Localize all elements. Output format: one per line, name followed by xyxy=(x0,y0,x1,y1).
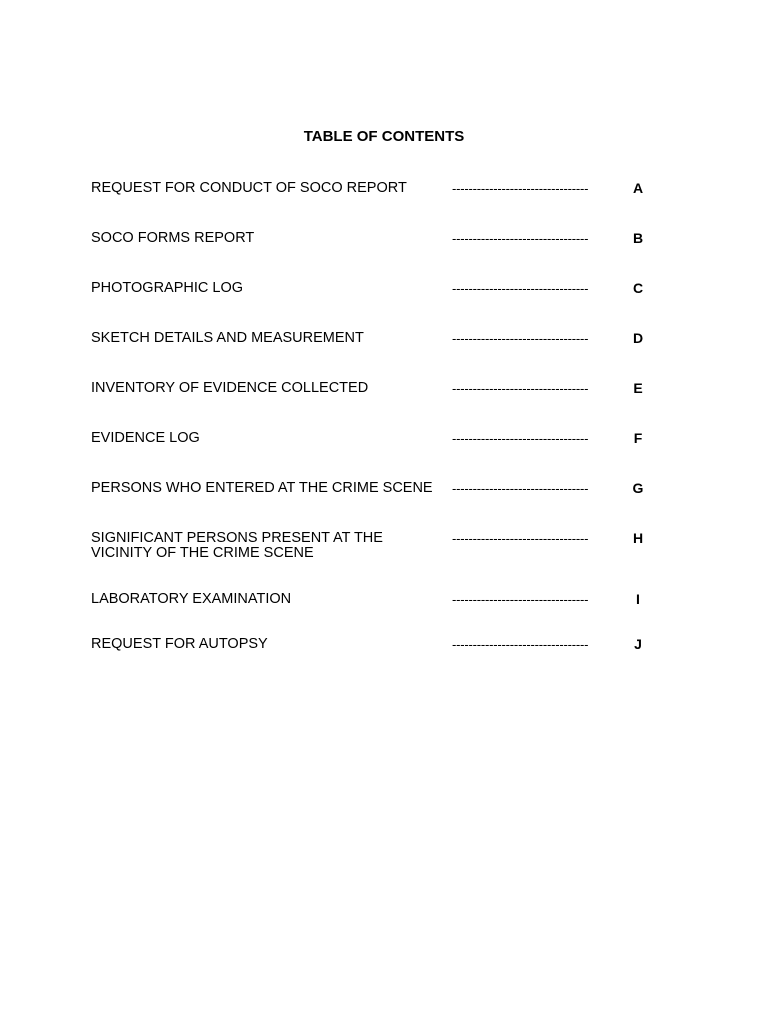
toc-leader-dots: --------------------------------- xyxy=(452,481,589,496)
toc-leader-dots: --------------------------------- xyxy=(452,231,589,246)
toc-entry-e xyxy=(91,381,661,415)
toc-entry-letter: F xyxy=(633,430,643,446)
toc-leader-dots: --------------------------------- xyxy=(452,431,589,446)
toc-entry-label: LABORATORY EXAMINATION xyxy=(91,591,292,607)
toc-leader-dots: --------------------------------- xyxy=(452,381,589,396)
toc-entry-letter: J xyxy=(634,636,642,652)
toc-entry-h xyxy=(91,531,661,565)
toc-entry-label: EVIDENCE LOG xyxy=(91,430,200,446)
toc-entry-letter: D xyxy=(632,330,644,346)
toc-entry-j xyxy=(91,637,661,671)
toc-entry-label: PHOTOGRAPHIC LOG xyxy=(91,280,244,296)
toc-entry-label: REQUEST FOR CONDUCT OF SOCO REPORT xyxy=(91,180,407,196)
page-title: TABLE OF CONTENTS xyxy=(303,128,465,145)
toc-leader-dots: --------------------------------- xyxy=(452,181,589,196)
toc-entry-label: REQUEST FOR AUTOPSY xyxy=(91,636,268,652)
toc-entry-letter: E xyxy=(633,380,643,396)
toc-leader-dots: --------------------------------- xyxy=(452,531,589,546)
toc-entry-a xyxy=(91,181,661,215)
toc-entry-d xyxy=(91,331,661,365)
toc-leader-dots: --------------------------------- xyxy=(452,637,589,652)
toc-entry-letter: I xyxy=(636,591,640,607)
toc-entry-letter: B xyxy=(632,230,644,246)
toc-entry-letter: G xyxy=(632,480,644,496)
toc-entry-letter: C xyxy=(632,280,644,296)
toc-entry-c xyxy=(91,281,661,315)
toc-leader-dots: --------------------------------- xyxy=(452,281,589,296)
toc-entry-letter: H xyxy=(632,530,644,546)
toc-entry-label: PERSONS WHO ENTERED AT THE CRIME SCENE xyxy=(91,480,433,496)
toc-entry-letter: A xyxy=(632,180,644,196)
toc-leader-dots: --------------------------------- xyxy=(452,331,589,346)
toc-entry-g xyxy=(91,481,661,515)
toc-entry-f xyxy=(91,431,661,465)
toc-entry-label: SOCO FORMS REPORT xyxy=(91,230,255,246)
toc-entry-i xyxy=(91,592,661,626)
toc-leader-dots: --------------------------------- xyxy=(452,592,589,607)
toc-entry-b xyxy=(91,231,661,265)
toc-entry-label: INVENTORY OF EVIDENCE COLLECTED xyxy=(91,380,369,396)
toc-entry-label: SKETCH DETAILS AND MEASUREMENT xyxy=(91,330,364,346)
toc-entry-label: SIGNIFICANT PERSONS PRESENT AT THE VICINITY OF THE CRIME SCENE xyxy=(91,530,383,561)
